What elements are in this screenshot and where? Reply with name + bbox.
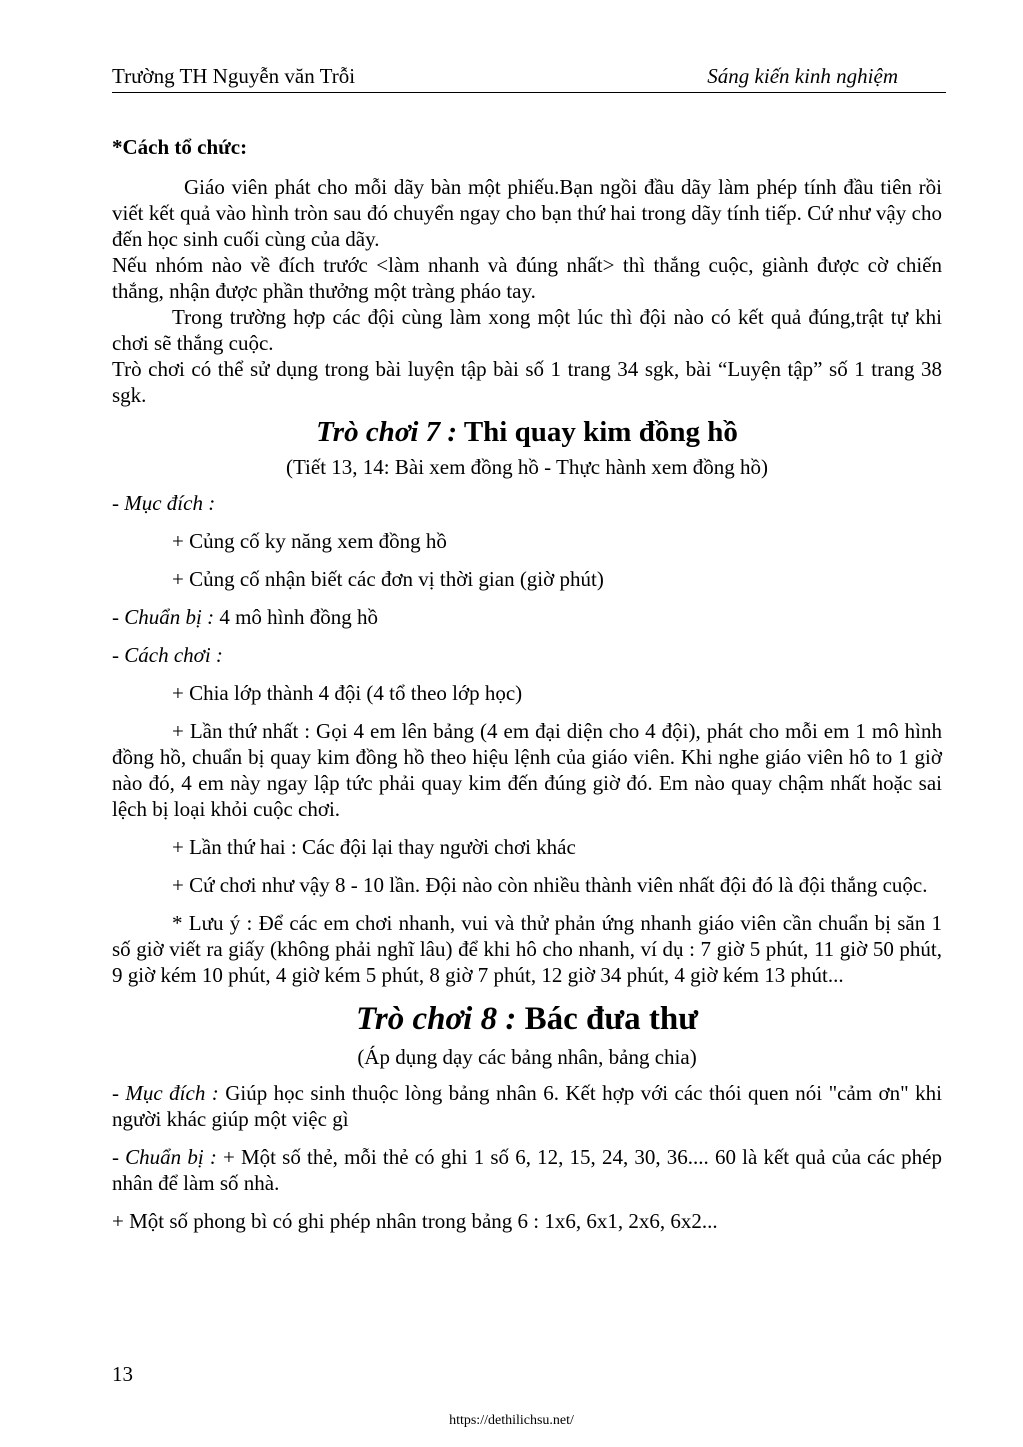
- game-7-title: [112, 414, 942, 450]
- game-8-title-prefix: Trò chơi 8 :: [355, 1001, 517, 1037]
- game-7-subtitle: (Tiết 13, 14: Bài xem đồng hồ - Thực hành xem đồng hồ): [285, 455, 769, 479]
- game-7-purpose-item: + Củng cố nhận biết các đơn vị thời gian (giờ phút): [172, 567, 604, 591]
- school-name: Trường TH Nguyễn văn Trỗi: [112, 64, 356, 88]
- game-7-how-label: - Cách chơi :: [112, 643, 223, 667]
- game-7-title-prefix: Trò chơi 7 :: [316, 416, 458, 448]
- game-7-how-item: + Lần thứ hai : Các đội lại thay người chơi khác: [172, 835, 576, 859]
- game-7-note: * Lưu ý : Để các em chơi nhanh, vui và thử phản ứng nhanh giáo viên cần chuẩn bị săn 1 số giờ viết ra giấy (không phải nghĩ lâu) để khi hô cho nhanh, ví dụ : 7 giờ 5 phút, 11 giờ 50 phút, 9 giờ kém 10 phút, 4 giờ kém 5 phút, 8 giờ 7 phút, 12 giờ 34 phút, 4 giờ kém 13 phút...: [112, 911, 942, 987]
- game-8-title: [112, 998, 942, 1040]
- paragraph: Nếu nhóm nào về đích trước <làm nhanh và đúng nhất> thì thắng cuộc, giành được cờ chiến thắng, nhận được phần thưởng một tràng pháo tay.: [112, 253, 942, 303]
- page-content: [112, 134, 942, 1234]
- paragraph: Trò chơi có thể sử dụng trong bài luyện tập bài số 1 trang 34 sgk, bài “Luyện tập” số 1 trang 38 sgk.: [112, 357, 942, 407]
- game-7-purpose-label: - Mục đích :: [112, 491, 216, 515]
- game-7-purpose-item: + Củng cố ky năng xem đồng hồ: [172, 529, 447, 553]
- document-type: Sáng kiến kinh nghiệm: [707, 64, 898, 88]
- page-header: [112, 62, 946, 93]
- game-8-preparation-item: + Một số phong bì có ghi phép nhân trong bảng 6 : 1x6, 6x1, 2x6, 6x2...: [112, 1209, 718, 1233]
- game-7-how-item: + Chia lớp thành 4 đội (4 tổ theo lớp học): [172, 681, 523, 705]
- source-url: https://dethilichsu.net/: [449, 1413, 574, 1428]
- game-7-title-name: Thi quay kim đồng hồ: [457, 416, 738, 448]
- game-7-preparation: - Chuẩn bị : 4 mô hình đồng hồ: [112, 605, 378, 629]
- game-8-purpose: - Mục đích : Giúp học sinh thuộc lòng bảng nhân 6. Kết hợp với các thói quen nói "cảm ơn" khi người khác giúp một việc gì: [112, 1081, 942, 1131]
- game-8-subtitle: (Áp dụng dạy các bảng nhân, bảng chia): [357, 1045, 697, 1069]
- game-8-preparation: - Chuẩn bị : + Một số thẻ, mỗi thẻ có ghi 1 số 6, 12, 15, 24, 30, 36.... 60 là kết quả của các phép nhân để làm số nhà.: [112, 1145, 943, 1195]
- page-number: 13: [112, 1362, 133, 1386]
- game-8-title-name: Bác đưa thư: [516, 1001, 699, 1037]
- paragraph: Giáo viên phát cho mỗi dãy bàn một phiếu.Bạn ngồi đầu dãy làm phép tính đầu tiên rồi viết kết quả vào hình tròn sau đó chuyển ngay cho bạn thứ hai trong dãy tính tiếp. Cứ như vậy cho đến học sinh cuối cùng của dãy.: [112, 175, 942, 251]
- section-heading-organization: *Cách tổ chức:: [112, 135, 248, 159]
- paragraph: Trong trường hợp các đội cùng làm xong một lúc thì đội nào có kết quả đúng,trật tự khi chơi sẽ thắng cuộc.: [112, 305, 942, 355]
- game-7-how-item: + Cứ chơi như vậy 8 - 10 lần. Đội nào còn nhiều thành viên nhất đội đó là đội thắng cuộc.: [172, 873, 928, 897]
- game-7-how-item: + Lần thứ nhất : Gọi 4 em lên bảng (4 em đại diện cho 4 đội), phát cho mỗi em 1 mô hình đồng hồ, chuẩn bị quay kim đồng hồ theo hiệu lệnh của giáo viên. Khi nghe giáo viên hô to 1 giờ nào đó, 4 em này ngay lập tức phải quay kim đến đúng giờ đó. Em nào quay chậm nhất hoặc sai lệch bị loại khỏi cuộc chơi.: [112, 719, 942, 821]
